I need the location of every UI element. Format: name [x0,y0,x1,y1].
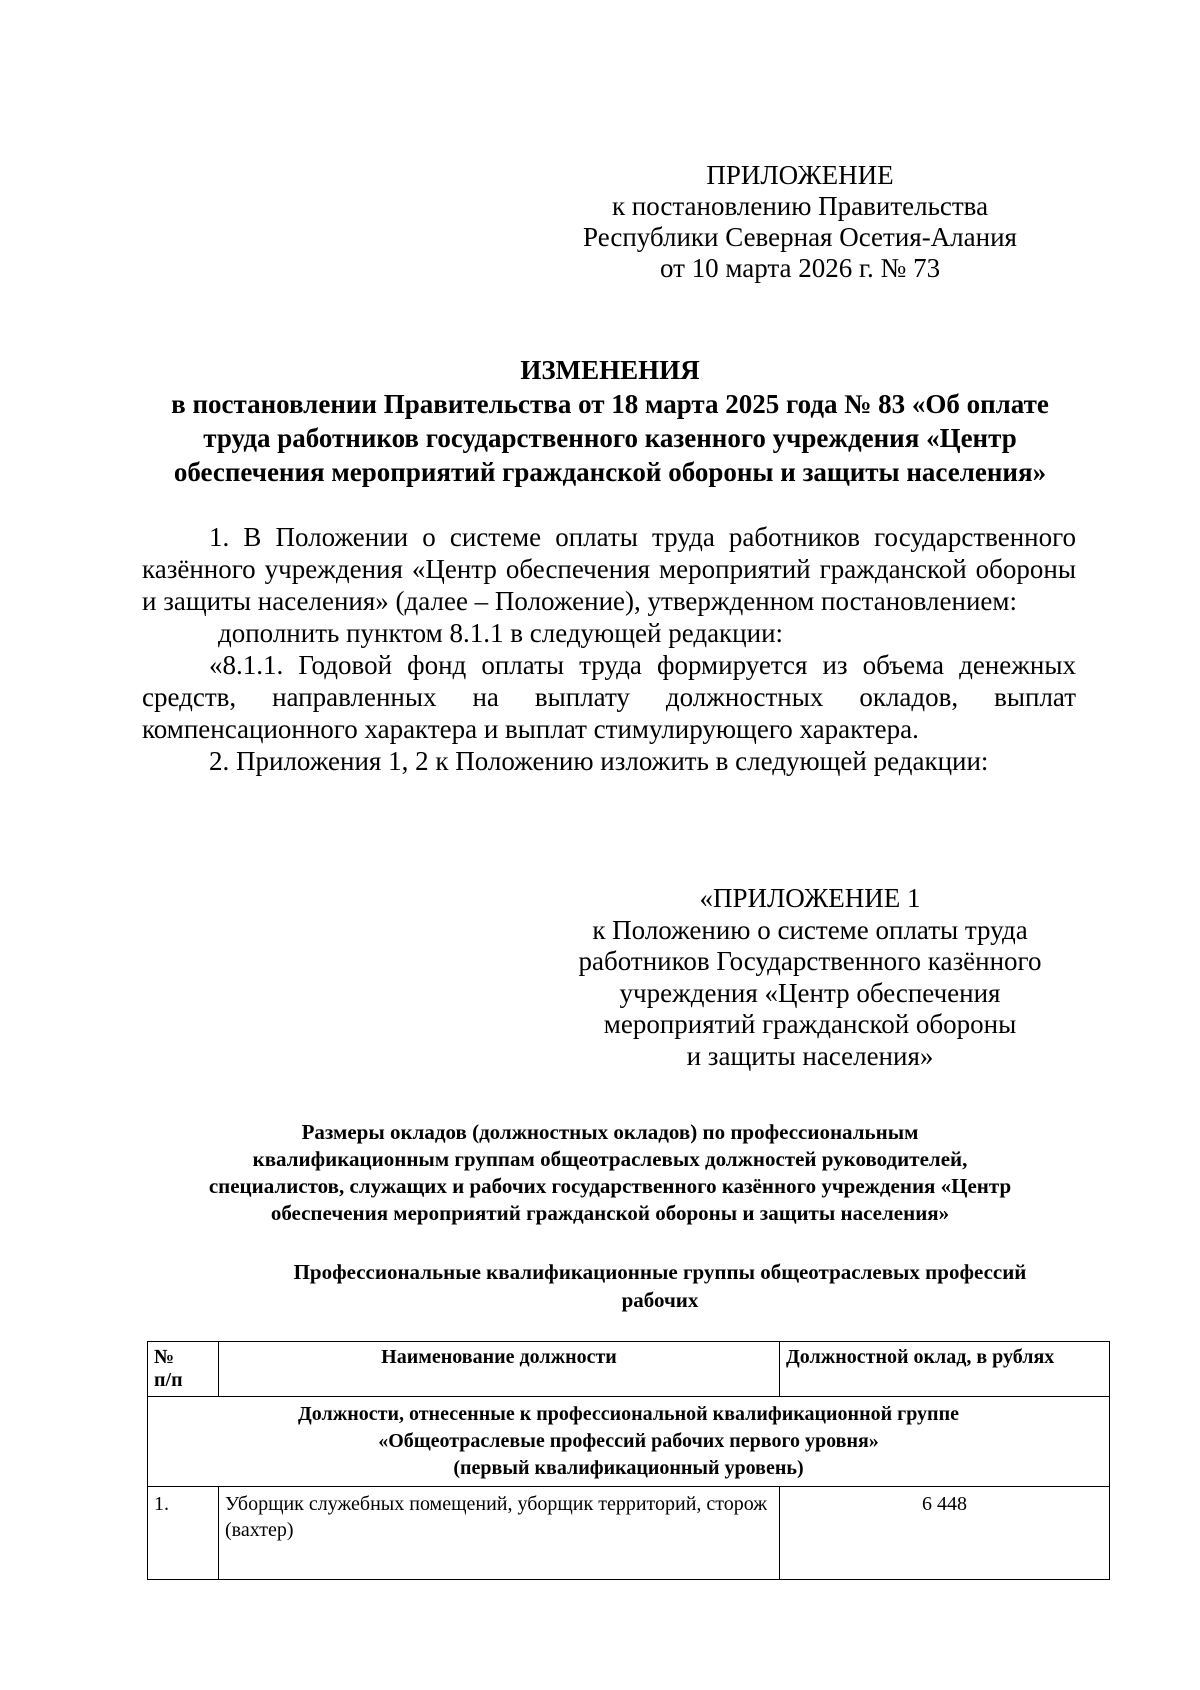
appendix-header-line: ПРИЛОЖЕНИЕ [706,160,894,190]
salary-sizes-title-line: специалистов, служащих и рабочих государственного казённого учреждения «Центр [208,1174,1012,1198]
qualification-groups-title-line: Профессиональные квалификационные группы общеотраслевых профессий [293,1260,1027,1284]
qualification-groups-title-line: рабочих [621,1288,699,1312]
changes-subtitle-line: обеспечения мероприятий гражданской обороны и защиты населения» [173,457,1047,487]
header-position-name: Наименование должности [219,1342,780,1397]
row-salary: 6 448 [780,1487,1110,1580]
header-number-line: п/п [154,1369,183,1391]
paragraph-2: дополнить пунктом 8.1.1 в следующей редакции: [218,618,784,648]
appendix1-header-line: работников Государственного казённого [578,946,1042,976]
appendix-header-line: от 10 марта 2026 г. № 73 [659,253,941,283]
appendix-header-line: Республики Северная Осетия-Алания [583,222,1017,252]
salary-sizes-title-line: Размеры окладов (должностных окладов) по профессиональным [301,1120,919,1144]
table-header-row [148,1342,1110,1397]
appendix-header [560,160,1040,284]
salary-sizes-title-line: квалификационным группам общеотраслевых должностей руководителей, [252,1147,968,1171]
body-text [142,521,1076,777]
table-group-row [148,1397,1110,1487]
salary-sizes-title [120,1119,1100,1227]
salary-table [147,1341,1110,1580]
appendix1-header-line: учреждения «Центр обеспечения [619,977,1001,1008]
changes-title-block [130,353,1090,489]
salary-sizes-title-line: обеспечения мероприятий гражданской обороны и защиты населения» [270,1201,950,1225]
changes-title: ИЗМЕНЕНИЯ [520,355,700,385]
group-line: Должности, отнесенные к профессиональной квалификационной группе [298,1403,959,1425]
appendix-header-line: к постановлению Правительства [611,191,989,221]
paragraph-3: «8.1.1. Годовой фонд оплаты труда формируется из объема денежных средств, направленных на выплату должностных окладов, выплат компенсационного характера и выплат стимулирующего характера. [142,650,1076,744]
changes-subtitle-line: труда работников государственного казенного учреждения «Центр [203,423,1017,453]
qualification-groups-title [220,1258,1100,1314]
paragraph-4: 2. Приложения 1, 2 к Положению изложить в следующей редакции: [209,746,989,776]
appendix1-header-line: и защиты населения» [686,1040,934,1071]
group-cell [148,1397,1110,1487]
appendix1-header-line: «ПРИЛОЖЕНИЕ 1 [699,883,921,913]
appendix1-header-line: к Положению о системе оплаты труда [592,914,1028,945]
changes-subtitle-line: в постановлении Правительства от 18 марта 2025 года № 83 «Об оплате [171,389,1049,419]
group-line: «Общеотраслевые профессий рабочих первого уровня» [378,1430,879,1452]
group-line: (первый квалификационный уровень) [453,1457,804,1479]
appendix1-header-line: мероприятий гражданской обороны [603,1009,1017,1039]
row-number: 1. [148,1487,219,1580]
paragraph-1: 1. В Положении о системе оплаты труда работников государственного казённого учреждения «Центр обеспечения мероприятий гражданской обороны и защиты населения» (далее – Положение), утвержденном постановлением: [142,522,1076,616]
row-position-name: Уборщик служебных помещений, уборщик территорий, сторож (вахтер) [219,1487,780,1580]
table-row [148,1487,1110,1580]
appendix1-header [560,883,1060,1072]
header-salary: Должностной оклад, в рублях [780,1342,1110,1397]
header-number-line: № [154,1346,175,1368]
header-number [148,1342,219,1397]
